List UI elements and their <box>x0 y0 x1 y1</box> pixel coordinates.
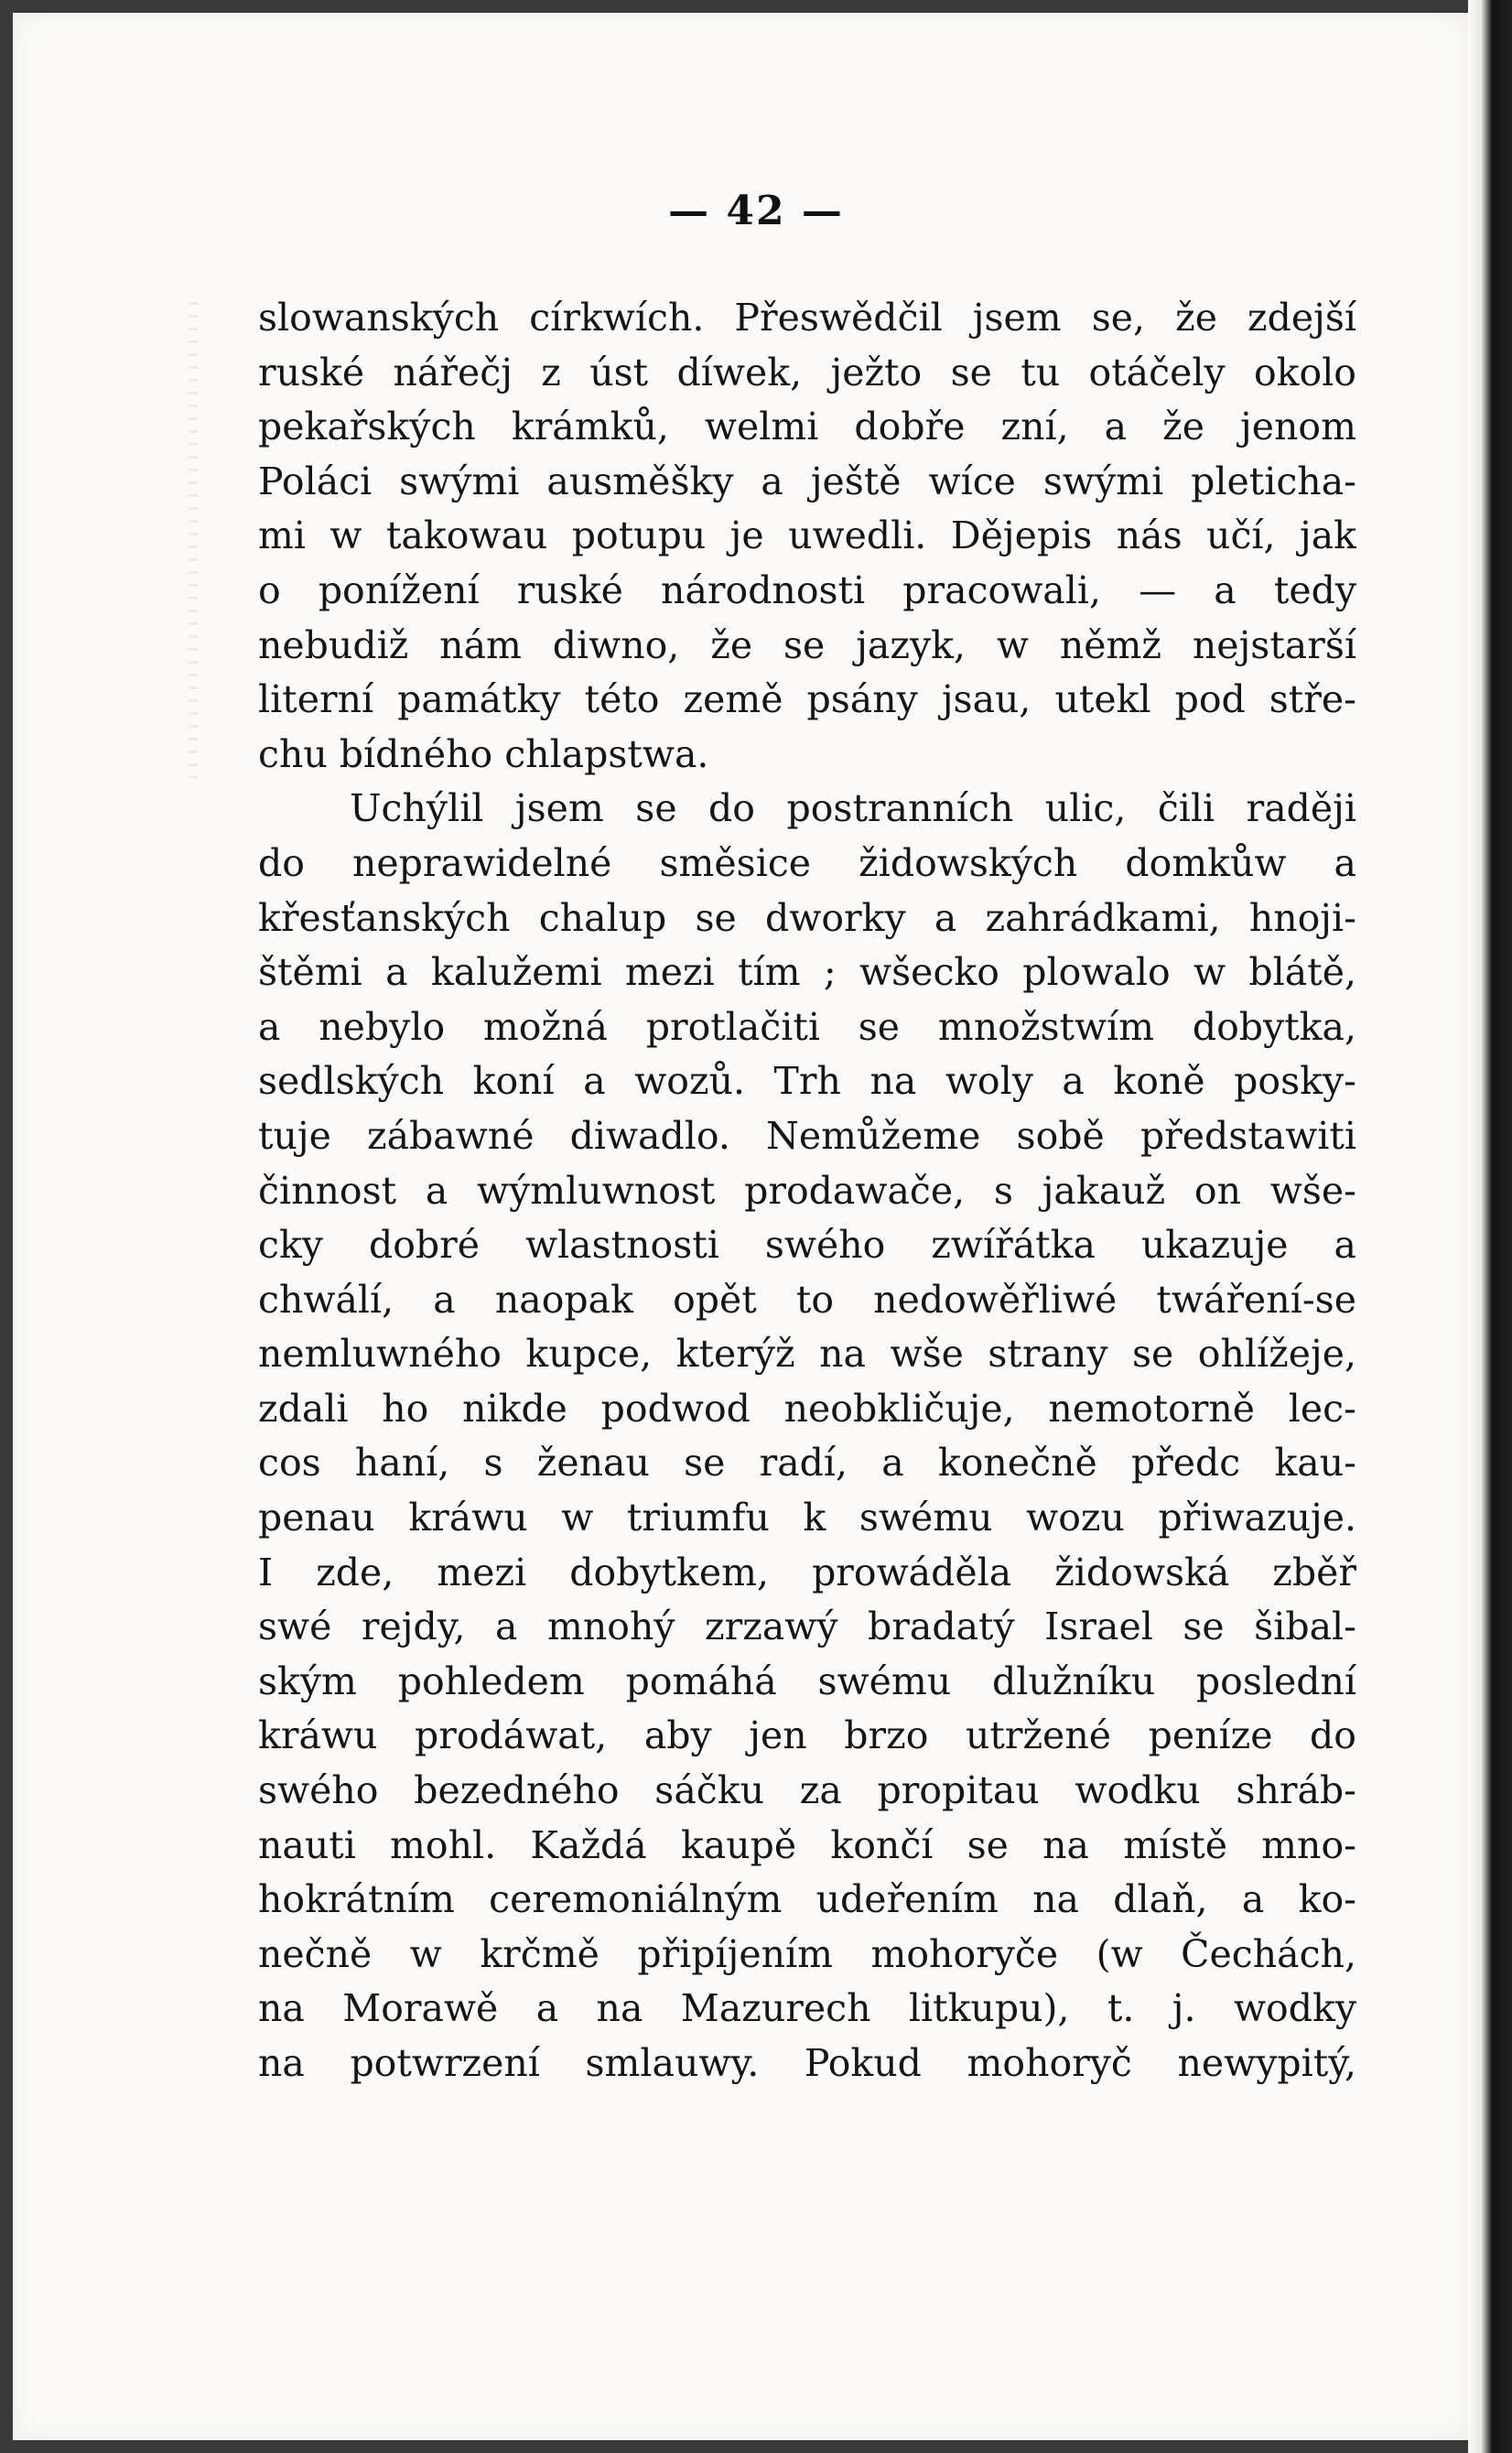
text-line: kráwu prodáwat, aby jen brzo utržené peníze do <box>258 1713 1356 1758</box>
text-line: ským pohledem pomáhá swému dlužníku poslední <box>258 1659 1356 1703</box>
text-line: Poláci swými ausměšky a ještě wíce swými pleticha- <box>258 459 1356 503</box>
page-number: — 42 — <box>668 188 844 234</box>
text-line: penau kráwu w triumfu k swému wozu přiwazuje. <box>258 1496 1356 1540</box>
body-text <box>258 291 1356 2091</box>
text-line: nečně w krčmě připíjením mohoryče (w Čechách, <box>258 1931 1356 1976</box>
text-line: a nebylo možná protlačiti se množstwím dobytka, <box>258 1004 1356 1049</box>
text-line: do neprawidelné směsice židowských domkůw a <box>258 840 1356 885</box>
text-line: literní památky této země psány jsau, utekl pod stře- <box>258 677 1356 722</box>
text-line: hokrátním ceremoniálným udeřením na dlaň, a ko- <box>258 1877 1356 1922</box>
text-line: cos haní, s ženau se radí, a konečně předc kau- <box>258 1441 1356 1486</box>
text-line: sedlských koní a wozů. Trh na woly a koně posky- <box>258 1059 1356 1104</box>
text-line: na potwrzení smlauwy. Pokud mohoryč newypitý, <box>258 2041 1356 2085</box>
page-edge-shadow <box>1468 0 1512 2453</box>
text-line: činnost a wýmluwnost prodawače, s jakauž on wše- <box>258 1168 1356 1213</box>
text-line: zdali ho nikde podwod neobkličuje, nemotorně lec- <box>258 1386 1356 1431</box>
text-line: ruské nářečj z úst díwek, ježto se tu otáčely okolo <box>258 350 1356 394</box>
text-line: swého bezedného sáčku za propitau wodku shráb- <box>258 1768 1356 1813</box>
text-line: nebudiž nám diwno, že se jazyk, w němž nejstarší <box>258 622 1356 667</box>
text-line: štěmi a kalužemi mezi tím ; wšecko plowalo w blátě, <box>258 950 1356 995</box>
text-line: tuje zábawné diwadlo. Nemůžeme sobě předstawiti <box>258 1113 1356 1158</box>
text-line: křesťanských chalup se dworky a zahrádkami, hnoji- <box>258 895 1356 940</box>
text-line: swé rejdy, a mnohý zrzawý bradatý Israel se šibal- <box>258 1605 1356 1649</box>
text-line: mi w takowau potupu je uwedli. Dějepis nás učí, jak <box>258 513 1356 558</box>
text-line: slowanských církwích. Přeswědčil jsem se, že zdejší <box>258 296 1356 340</box>
text-line: chu bídného chlapstwa. <box>258 731 709 776</box>
text-line: chwálí, a naopak opět to nedowěřliwé twáření-se <box>258 1277 1356 1322</box>
text-line: nemluwného kupce, kterýž na wše strany se ohlížeje, <box>258 1332 1356 1377</box>
text-line: o ponížení ruské národnosti pracowali, — a tedy <box>258 567 1356 612</box>
text-line: pekařských krámků, welmi dobře zní, a že jenom <box>258 405 1356 449</box>
text-line: I zde, mezi dobytkem, prowáděla židowská zběř <box>258 1550 1356 1594</box>
text-line: nauti mohl. Každá kaupě končí se na místě mno- <box>258 1822 1356 1867</box>
text-line: na Morawě a na Mazurech litkupu), t. j. wodky <box>258 1986 1356 2031</box>
text-line: cky dobré wlastnosti swého zwířátka ukazuje a <box>258 1223 1356 1268</box>
text-line: Uchýlil jsem se do postranních ulic, čili raději <box>350 786 1356 831</box>
gutter-marks <box>189 302 198 778</box>
